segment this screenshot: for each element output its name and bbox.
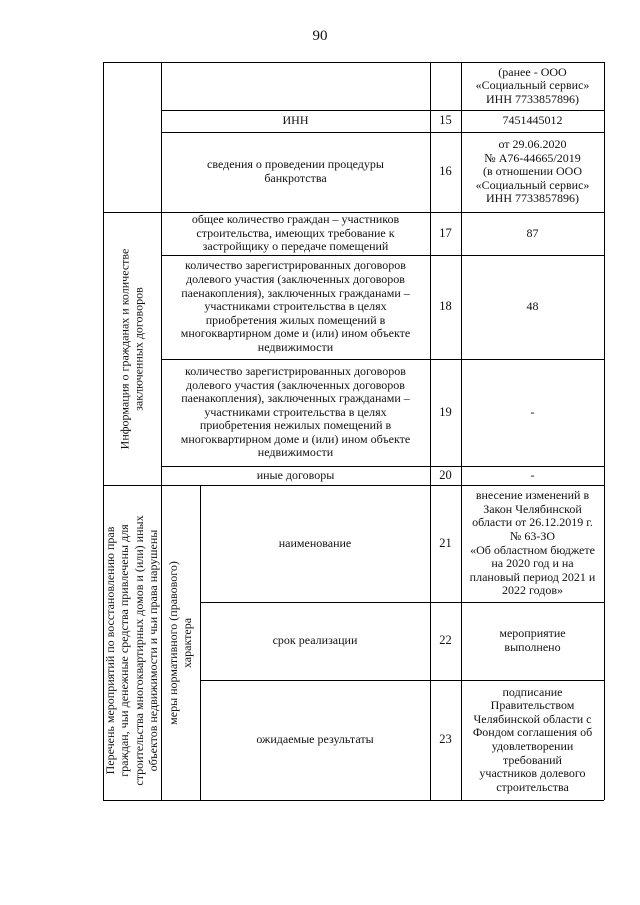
table-cell-label: срок реализации bbox=[272, 633, 358, 648]
table-cell-label bbox=[161, 62, 430, 110]
table-cell-value: - bbox=[530, 404, 535, 419]
table-cell-label: сведения о проведении процедуры банкротства bbox=[207, 157, 384, 185]
table-cell-number: 20 bbox=[439, 467, 452, 482]
table-cell-label: иные договоры bbox=[256, 467, 335, 482]
table-cell-label: ожидаемые результаты bbox=[256, 732, 374, 747]
page-number: 90 bbox=[312, 28, 328, 44]
table-cell-value: 48 bbox=[526, 299, 539, 314]
table-cell-number bbox=[430, 62, 461, 110]
table-cell-label: ИНН bbox=[282, 113, 309, 128]
table-cell-label: наименование bbox=[278, 535, 352, 550]
table-cell-number: 17 bbox=[439, 225, 452, 240]
table-cell-label: количество зарегистрированных договоров долевого участия (заключенных договоров паенакопления), заключенных гражданами – участниками строительства в целях приобретения жилых помещений в многоквартирном доме и (или) ином объекте недвижимости bbox=[180, 258, 411, 354]
table-cell-value: внесение изменений в Закон Челябинской области от 26.12.2019 г. № 63-ЗО «Об областном бюджете на 2020 год и на плановый период 2021 и 2022 годов» bbox=[469, 488, 596, 598]
table-cell-value: (ранее - ООО «Социальный сервис» ИНН 7733857896) bbox=[475, 64, 590, 106]
section-contracts-info: Информация о гражданах и количестве заключенных договоров bbox=[116, 248, 145, 449]
table-cell-number: 19 bbox=[439, 404, 452, 419]
table-cell-number: 22 bbox=[439, 633, 452, 648]
table-cell-value: подписание Правительством Челябинской области с Фондом соглашения об удовлетворении требований участников долевого строительства bbox=[472, 684, 593, 794]
table-bottom-border bbox=[103, 800, 604, 801]
table-cell-label: общее количество граждан – участников строительства, имеющих требование к застройщику о передаче помещений bbox=[191, 212, 400, 254]
table-cell-value: мероприятие выполнено bbox=[499, 626, 566, 654]
table-right-border bbox=[604, 62, 605, 800]
section-measures-list: Перечень мероприятий по восстановлению прав граждан, чьи денежные средства привлечены для строительства многоквартирных домов и (или) иных объектов недвижимости и чьи права нарушены bbox=[102, 514, 160, 786]
table-cell-label: количество зарегистрированных договоров долевого участия (заключенных договоров паенакопления), заключенных гражданами – участниками строительства в целях приобретения нежилых помещений в многоквартирном доме и (или) ином объекте недвижимости bbox=[180, 363, 411, 460]
table-cell-number: 23 bbox=[439, 732, 452, 747]
table-cell-value: 7451445012 bbox=[502, 113, 563, 128]
table-cell-value: от 29.06.2020 № А76-44665/2019 (в отношении ООО «Социальный сервис» ИНН 7733857896) bbox=[475, 137, 590, 206]
table-cell-number: 21 bbox=[439, 535, 452, 550]
table-cell-number: 18 bbox=[439, 299, 452, 314]
table-cell-number: 16 bbox=[439, 164, 452, 179]
table-cell-number: 15 bbox=[439, 113, 452, 128]
table-cell-value: 87 bbox=[526, 225, 539, 240]
section-normative-measures: меры нормативного (правового) характера bbox=[165, 561, 194, 725]
table-cell-value: - bbox=[530, 467, 535, 482]
